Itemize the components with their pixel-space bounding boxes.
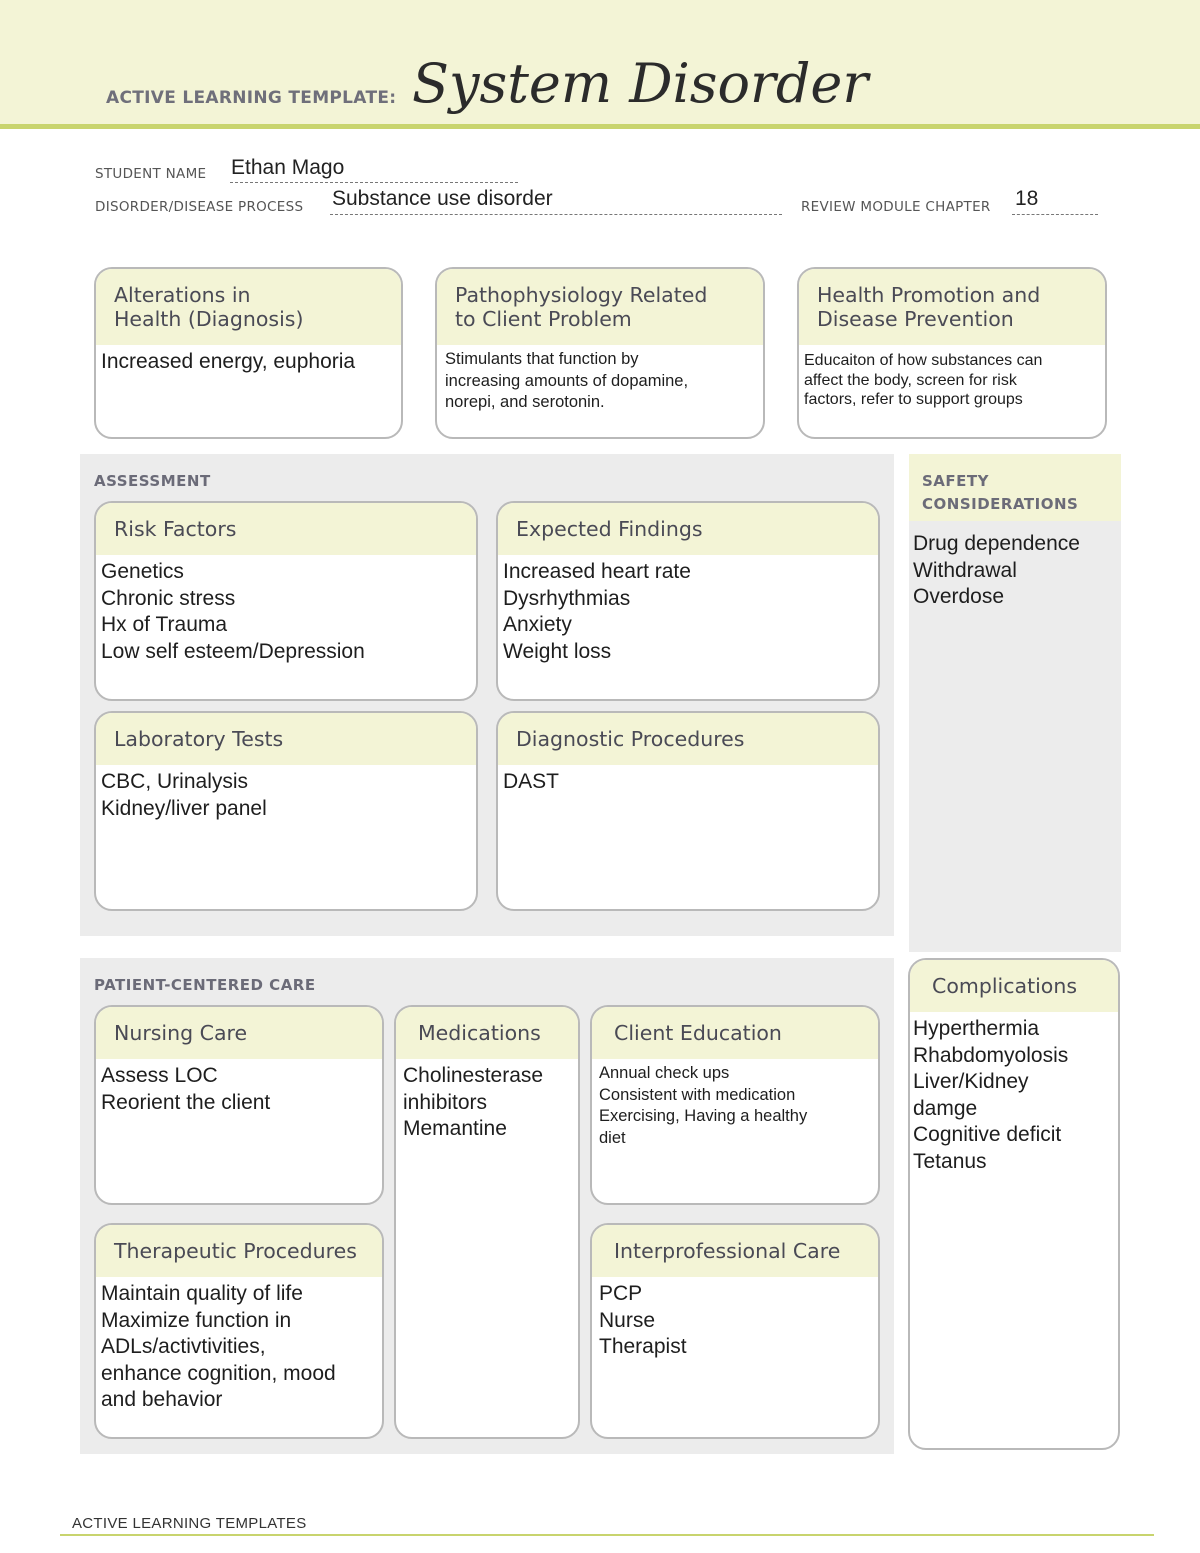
alterations-title-line-1: Alterations in (114, 283, 251, 307)
diagnostic-procedures-title: Diagnostic Procedures (516, 727, 745, 751)
interprofessional-care-item: PCP (599, 1282, 643, 1305)
review-module-underline (1012, 214, 1098, 215)
therapeutic-procedure-item: ADLs/activtivities, (101, 1335, 266, 1358)
complications-header (910, 960, 1118, 1012)
medications-box (394, 1005, 580, 1439)
diagnostic-procedures-content[interactable] (498, 765, 878, 800)
nursing-care-box (94, 1005, 384, 1205)
laboratory-tests-content[interactable] (96, 765, 476, 826)
health-promotion-title-line-2: Disease Prevention (817, 307, 1014, 331)
disease-process-underline (330, 214, 782, 215)
alterations-box (94, 267, 403, 439)
risk-factors-box (94, 501, 478, 701)
pathophysiology-title-line-2: to Client Problem (455, 307, 632, 331)
laboratory-test-item: Kidney/liver panel (101, 796, 267, 820)
interprofessional-care-content[interactable] (592, 1277, 878, 1365)
risk-factors-title: Risk Factors (114, 517, 237, 541)
health-promotion-box (797, 267, 1107, 439)
health-promotion-line-3: factors, refer to support groups (804, 391, 1023, 408)
assessment-label: ASSESSMENT (94, 472, 211, 490)
alterations-line: Increased energy, euphoria (101, 350, 356, 373)
pathophysiology-header (437, 269, 763, 345)
laboratory-test-item: CBC, Urinalysis (101, 770, 249, 793)
template-label: ACTIVE LEARNING TEMPLATE: (106, 88, 397, 108)
complications-title: Complications (932, 974, 1078, 998)
expected-finding-item: Increased heart rate (503, 560, 691, 583)
client-education-item: Exercising, Having a healthy (599, 1107, 808, 1125)
medication-item: Memantine (403, 1117, 507, 1140)
safety-section (909, 454, 1121, 952)
laboratory-tests-title: Laboratory Tests (114, 727, 284, 751)
review-module-field[interactable]: 18 (1015, 187, 1039, 210)
risk-factor-item: Hx of Trauma (101, 613, 228, 636)
nursing-care-title: Nursing Care (114, 1021, 248, 1045)
interprofessional-care-header (592, 1225, 878, 1277)
safety-content[interactable] (913, 531, 1080, 611)
medications-content[interactable] (396, 1059, 578, 1147)
health-promotion-content[interactable] (799, 345, 1105, 414)
interprofessional-care-item: Nurse (599, 1308, 656, 1332)
safety-label-line-1: SAFETY (922, 472, 989, 490)
alterations-title-line-2: Health (Diagnosis) (114, 307, 304, 331)
student-name-label: STUDENT NAME (95, 166, 207, 182)
medications-header (396, 1007, 578, 1059)
expected-findings-title: Expected Findings (516, 517, 703, 541)
expected-findings-content[interactable] (498, 555, 878, 669)
risk-factors-content[interactable] (96, 555, 476, 669)
disease-process-field[interactable]: Substance use disorder (332, 187, 553, 210)
laboratory-tests-box (94, 711, 478, 911)
pathophysiology-line-1: Stimulants that function by (445, 350, 639, 368)
student-name-field[interactable]: Ethan Mago (231, 156, 345, 179)
disease-process-label: DISORDER/DISEASE PROCESS (95, 199, 304, 215)
therapeutic-procedures-box (94, 1223, 384, 1439)
complication-item: Liver/Kidney (913, 1070, 1029, 1093)
risk-factor-item: Low self esteem/Depression (101, 639, 365, 663)
health-promotion-title-line-1: Health Promotion and (817, 283, 1041, 307)
alterations-content[interactable] (96, 345, 401, 380)
diagnostic-procedures-box (496, 711, 880, 911)
risk-factor-item: Genetics (101, 560, 184, 583)
pathophysiology-title-line-1: Pathophysiology Related (455, 283, 708, 307)
complications-content[interactable] (910, 1012, 1118, 1179)
pathophysiology-content[interactable] (437, 345, 763, 418)
nursing-care-item: Assess LOC (101, 1064, 218, 1087)
safety-item: Withdrawal (913, 558, 1017, 582)
interprofessional-care-title: Interprofessional Care (614, 1239, 841, 1263)
safety-item: Drug dependence (913, 532, 1080, 555)
interprofessional-care-item: Therapist (599, 1335, 687, 1358)
therapeutic-procedures-title: Therapeutic Procedures (114, 1239, 357, 1263)
student-name-underline (230, 182, 518, 183)
expected-finding-item: Weight loss (503, 639, 612, 663)
footer-label: ACTIVE LEARNING TEMPLATES (72, 1515, 307, 1532)
therapeutic-procedure-item: and behavior (101, 1388, 223, 1411)
expected-finding-item: Anxiety (503, 613, 572, 636)
pathophysiology-line-2: increasing amounts of dopamine, (445, 371, 689, 390)
therapeutic-procedure-item: Maximize function in (101, 1308, 292, 1332)
expected-findings-header (498, 503, 878, 555)
template-header (0, 0, 1200, 129)
therapeutic-procedure-item: Maintain quality of life (101, 1282, 303, 1305)
client-education-item: Consistent with medication (599, 1085, 796, 1104)
complication-item: Cognitive deficit (913, 1123, 1062, 1146)
complication-item: Tetanus (913, 1149, 987, 1173)
medication-item: Cholinesterase (403, 1064, 544, 1087)
client-education-item: Annual check ups (599, 1064, 730, 1082)
complication-item: Rhabdomyolosis (913, 1043, 1069, 1067)
safety-label-line-2: CONSIDERATIONS (922, 495, 1079, 513)
client-education-title: Client Education (614, 1021, 782, 1045)
client-education-item: diet (599, 1128, 626, 1147)
expected-findings-box (496, 501, 880, 701)
review-module-label: REVIEW MODULE CHAPTER (801, 199, 991, 215)
nursing-care-content[interactable] (96, 1059, 382, 1120)
pathophysiology-line-3: norepi, and serotonin. (445, 393, 605, 411)
complication-item: Hyperthermia (913, 1017, 1040, 1040)
nursing-care-item: Reorient the client (101, 1090, 271, 1114)
health-promotion-line-2: affect the body, screen for risk (804, 371, 1017, 389)
safety-label (922, 470, 1078, 516)
risk-factors-header (96, 503, 476, 555)
therapeutic-procedures-content[interactable] (96, 1277, 382, 1418)
pathophysiology-box (435, 267, 765, 439)
alterations-header (96, 269, 401, 345)
complication-item: damge (913, 1096, 978, 1120)
footer-rule (60, 1534, 1154, 1536)
medication-item: inhibitors (403, 1090, 488, 1114)
risk-factor-item: Chronic stress (101, 586, 236, 610)
patient-care-label: PATIENT-CENTERED CARE (94, 976, 316, 994)
diagnostic-procedures-header (498, 713, 878, 765)
client-education-box (590, 1005, 880, 1205)
health-promotion-header (799, 269, 1105, 345)
therapeutic-procedures-header (96, 1225, 382, 1277)
diagnostic-procedure-item: DAST (503, 770, 560, 793)
expected-finding-item: Dysrhythmias (503, 586, 631, 610)
therapeutic-procedure-item: enhance cognition, mood (101, 1361, 336, 1385)
client-education-header (592, 1007, 878, 1059)
client-education-content[interactable] (592, 1059, 878, 1153)
nursing-care-header (96, 1007, 382, 1059)
complications-box (908, 958, 1120, 1450)
interprofessional-care-box (590, 1223, 880, 1439)
template-title: System Disorder (412, 52, 869, 115)
health-promotion-line-1: Educaiton of how substances can (804, 352, 1043, 369)
medications-title: Medications (418, 1021, 541, 1045)
laboratory-tests-header (96, 713, 476, 765)
safety-item: Overdose (913, 585, 1005, 608)
